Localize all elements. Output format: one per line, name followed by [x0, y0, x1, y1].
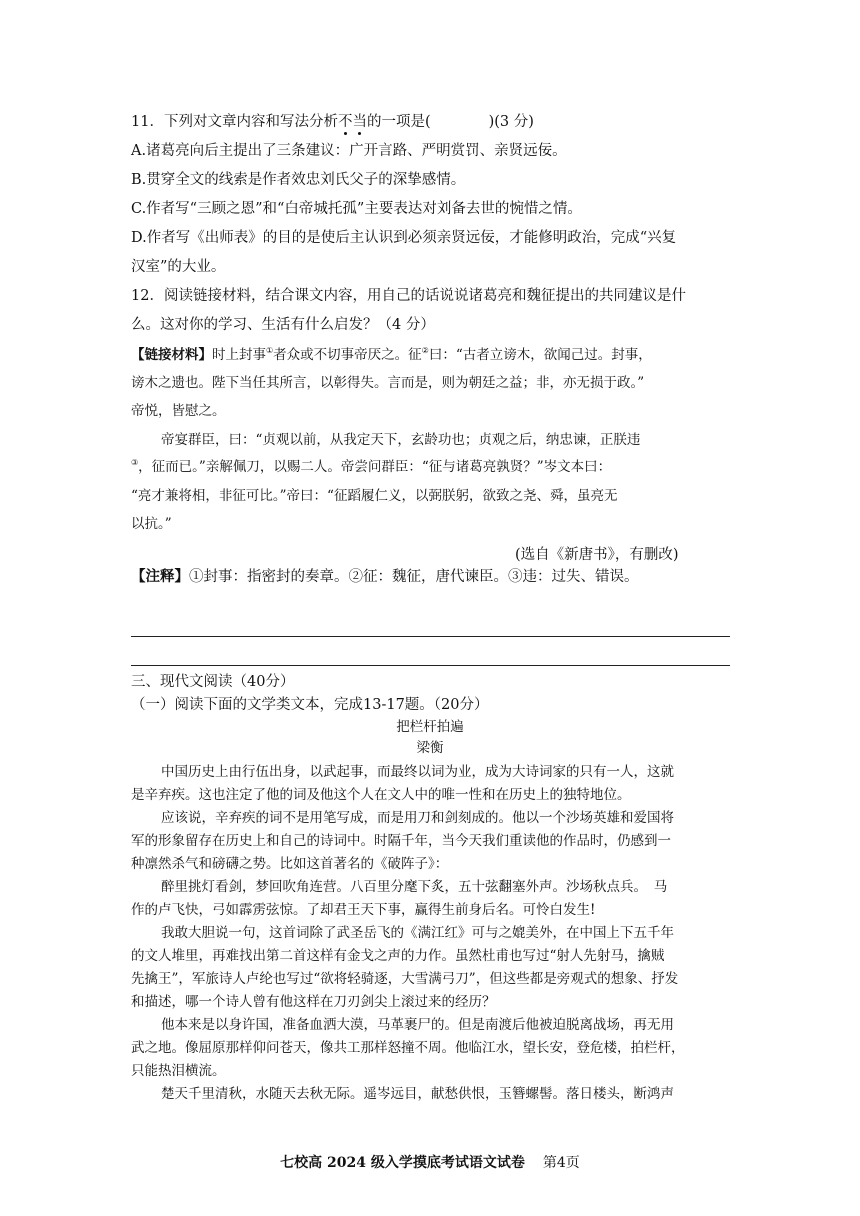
q11-emphasis-char: 不: [337, 114, 353, 130]
article-line: 的文人堆里，再难找出第二首这样有金戈之声的力作。虽然杜甫也写过“射人先射马，擒贼: [131, 948, 665, 964]
article-line: 我敢大胆说一句，这首词除了武圣岳飞的《满江红》可与之媲美外，在中国上下五千年: [161, 925, 674, 941]
section-subheading: （一）阅读下面的文学类文本，完成13-17题。（20分）: [131, 697, 489, 713]
article-line: 中国历史上由行伍出身，以武起事，而最终以词为业，成为大诗词家的只有一人，这就: [161, 764, 674, 780]
poem-line: 作的卢飞快，弓如霹雳弦惊。了却君王天下事，赢得生前身后名。可怜白发生!: [131, 902, 596, 918]
q12-stem-line: 12．阅读链接材料，结合课文内容，用自己的话说说诸葛亮和魏征提出的共同建议是什: [131, 288, 686, 304]
q11-option-a: A.诸葛亮向后主提出了三条建议：广开言路、严明赏罚、亲贤远佞。: [131, 143, 567, 159]
answer-line: [131, 665, 730, 666]
article-line: 应该说，辛弃疾的词不是用笔写成，而是用刀和剑刻成的。他以一个沙场英雄和爱国将: [161, 810, 674, 826]
link-text: ，征而已。”亲解佩刀，以赐二人。帝尝问群臣：“征与诸葛亮孰贤？”岑文本曰：: [138, 459, 612, 475]
link-material-line: “亮才兼将相，非征可比。”帝曰：“征蹈履仁义，以弼朕躬，欲致之尧、舜，虽亮无: [131, 488, 618, 504]
footer-title: 七校高 2024 级入学摸底考试语文试卷: [280, 1155, 525, 1171]
article-line: 军的形象留存在历史上和自己的诗词中。时隔千年，当今天我们重读他的作品时，仍感到一: [131, 833, 671, 849]
q11-emphasis-char: 当: [352, 114, 367, 130]
poem-line: 醉里挑灯看剑，梦回吹角连营。八百里分麾下炙，五十弦翻塞外声。沙场秋点兵。 马: [161, 879, 668, 895]
article-line: 只能热泪横流。: [131, 1063, 226, 1079]
article-line: 武之地。像屈原那样仰问苍天，像共工那样怒撞不周。他临江水，望长安，登危楼，拍栏杆，: [131, 1040, 685, 1056]
link-material-line: 帝悦，皆慰之。: [131, 403, 226, 419]
q12-stem-line: 么。这对你的学习、生活有什么启发？（4 分）: [131, 317, 435, 333]
link-text: 曰：“古者立谤木，欲闻己过。封事，: [428, 347, 652, 363]
footnote-marker: ③: [131, 458, 139, 467]
footnote-marker: ①: [266, 346, 274, 355]
article-line: 种凛然杀气和磅礴之势。比如这首著名的《破阵子》：: [131, 856, 449, 872]
q11-stem-text: 11．下列对文章内容和写法分析: [131, 114, 338, 130]
q11-option-d: D.作者写《出师表》的目的是使后主认识到必须亲贤远佞，才能修明政治，完成“兴复: [131, 230, 677, 246]
link-material-line: 帝宴群臣，曰：“贞观以前，从我定天下，玄龄功也；贞观之后，纳忠谏，正朕违: [161, 432, 641, 448]
poem-line: 楚天千里清秋，水随天去秋无际。遥岑远目，献愁供恨，玉簪螺髻。落日楼头，断鸿声: [161, 1086, 674, 1102]
footnote-marker: ②: [421, 346, 429, 355]
article-line: 是辛弃疾。这也注定了他的词及他这个人在文人中的唯一性和在历史上的独特地位。: [131, 787, 631, 803]
q11-stem: [131, 115, 534, 130]
article-line: 先擒王”，军旅诗人卢纶也写过“欲将轻骑逐，大雪满弓刀”，但这些都是旁观式的想象、抒发: [131, 971, 679, 987]
notes-text: ①封事：指密封的奏章。②征：魏征，唐代谏臣。③违：过失、错误。: [189, 569, 639, 585]
q11-stem-tail: 的一项是( )(3 分): [366, 114, 534, 130]
article-author: 梁衡: [416, 740, 444, 756]
answer-line: [131, 636, 730, 637]
link-material-line: [131, 458, 612, 475]
page-number: 第4页: [542, 1155, 580, 1171]
link-material-line: [131, 346, 652, 363]
q11-option-b: B.贯穿全文的线索是作者效忠刘氏父子的深挚感情。: [131, 172, 466, 188]
source-citation: (选自《新唐书》，有删改): [515, 547, 679, 563]
article-title: 把栏杆拍遍: [396, 719, 464, 735]
link-material-label: 【链接材料】: [131, 347, 212, 363]
article-line: 他本来是以身许国，准备血洒大漠，马革裹尸的。但是南渡后他被迫脱离战场，再无用: [161, 1017, 674, 1033]
q11-option-c: C.作者写“三顾之恩”和“白帝城托孤”主要表达对刘备去世的惋惜之情。: [131, 201, 582, 217]
section-heading: 三、现代文阅读（40分）: [131, 674, 295, 690]
article-line: 和描述，哪一个诗人曾有他这样在刀刃剑尖上滚过来的经历？: [131, 994, 496, 1010]
notes-line: [131, 570, 639, 585]
link-material-line: 以抗。”: [131, 516, 172, 532]
link-text: 者众或不切事帝厌之。征: [273, 347, 422, 363]
page-footer: [0, 1152, 860, 1172]
link-material-line: 谤木之遗也。陛下当任其所言，以彰得失。言而是，则为朝廷之益；非，亦无损于政。”: [131, 375, 645, 391]
notes-label: 【注释】: [131, 568, 189, 585]
q11-option-d-cont: 汉室”的大业。: [131, 259, 226, 275]
link-text: 时上封事: [212, 347, 266, 363]
